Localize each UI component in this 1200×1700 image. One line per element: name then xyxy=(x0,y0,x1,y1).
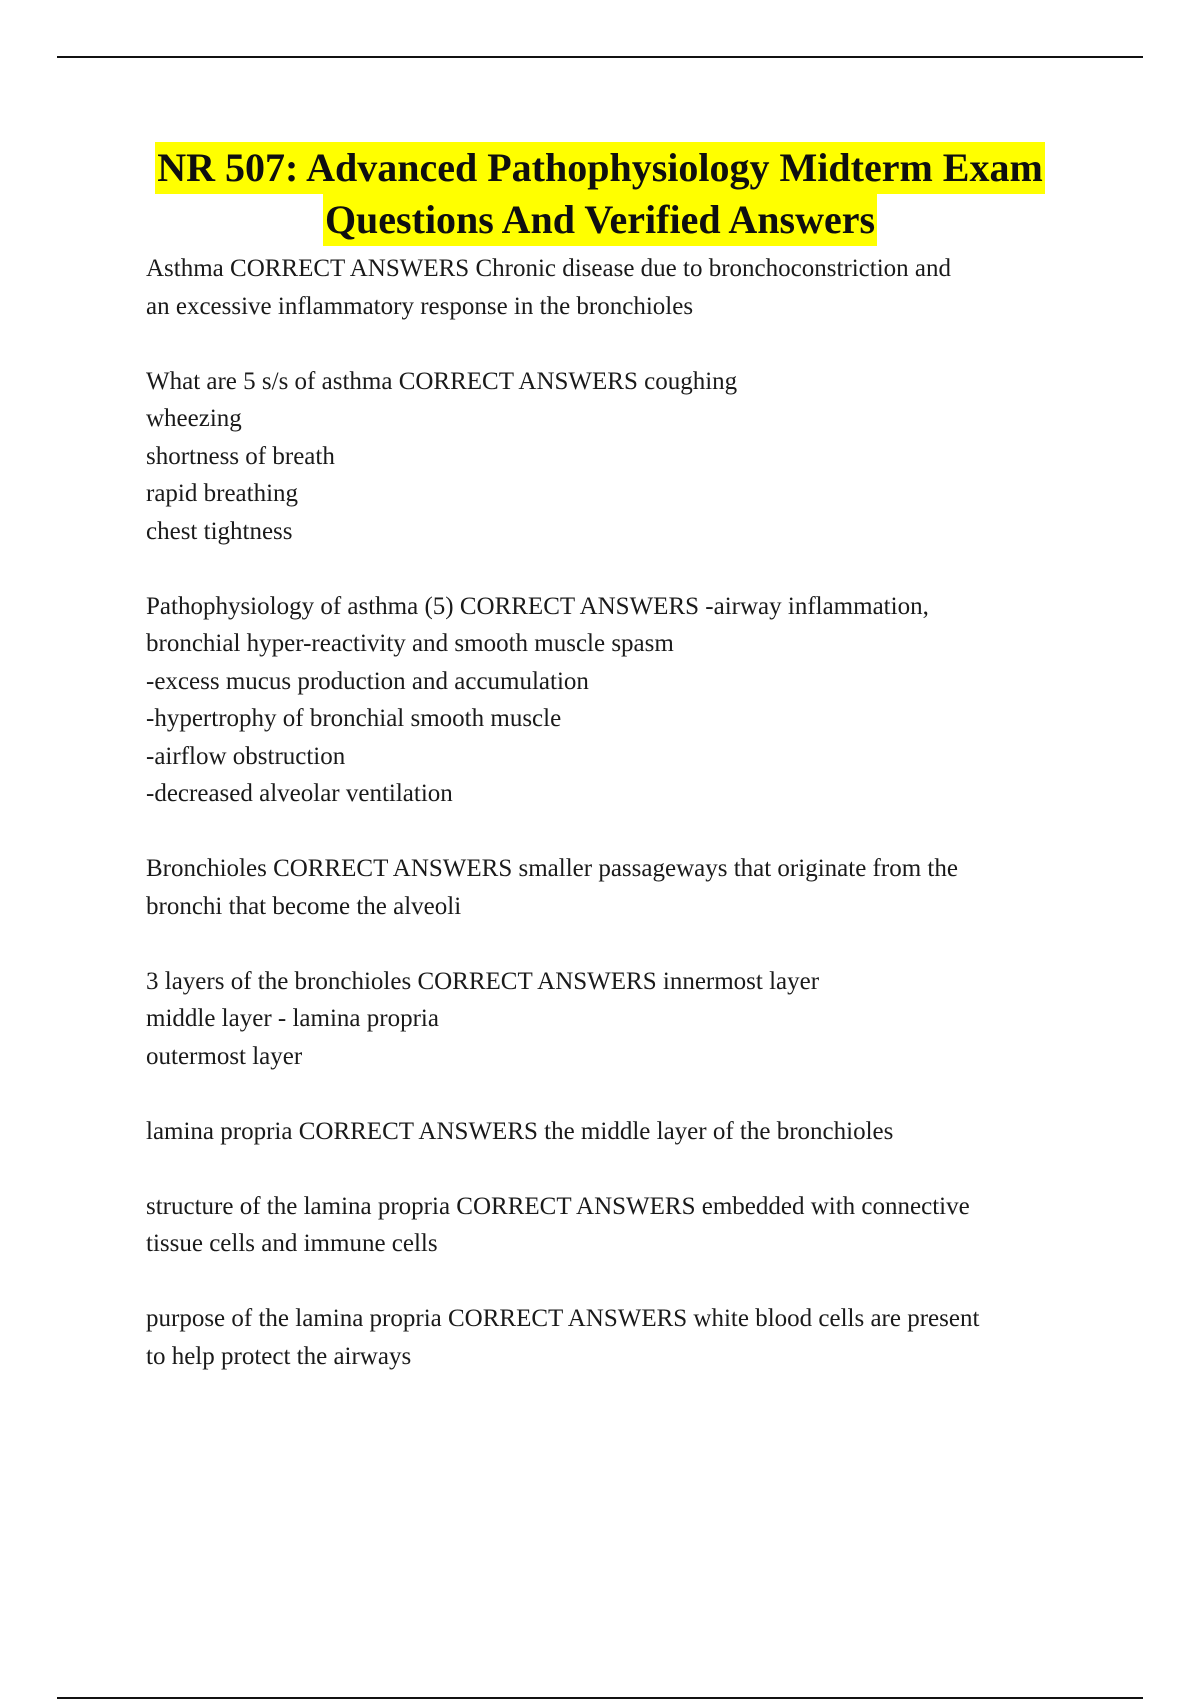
document-title xyxy=(80,142,1120,246)
entry-line: -decreased alveolar ventilation xyxy=(146,780,453,807)
entry-line: to help protect the airways xyxy=(146,1342,412,1370)
qa-entry-bronchiole-layers xyxy=(146,963,1096,1076)
entry-line: 3 layers of the bronchioles CORRECT ANSWERS innermost layer xyxy=(146,967,820,995)
entry-line: tissue cells and immune cells xyxy=(146,1230,438,1257)
entry-line: middle layer - lamina propria xyxy=(146,1005,439,1032)
entry-line: Pathophysiology of asthma (5) CORRECT ANSWERS -airway inflammation, xyxy=(146,592,929,620)
entry-line: structure of the lamina propria CORRECT ANSWERS embedded with connective xyxy=(146,1192,970,1220)
top-rule xyxy=(57,56,1143,58)
entry-line: bronchial hyper-reactivity and smooth muscle spasm xyxy=(146,630,674,657)
entry-line: purpose of the lamina propria CORRECT ANSWERS white blood cells are present xyxy=(146,1305,980,1332)
entry-line: What are 5 s/s of asthma CORRECT ANSWERS coughing xyxy=(146,367,738,395)
entry-line: shortness of breath xyxy=(146,442,335,470)
qa-entry-bronchioles xyxy=(146,850,1096,925)
entry-line: -airflow obstruction xyxy=(146,742,346,770)
title-line-1: NR 507: Advanced Pathophysiology Midterm Exam xyxy=(155,142,1045,194)
entry-line: Bronchioles CORRECT ANSWERS smaller passageways that originate from the xyxy=(146,855,958,882)
qa-entry-asthma-symptoms xyxy=(146,363,1096,551)
entry-line: Asthma CORRECT ANSWERS Chronic disease due to bronchoconstriction and xyxy=(146,255,952,282)
title-line-2: Questions And Verified Answers xyxy=(323,194,877,246)
entry-line: rapid breathing xyxy=(146,480,299,507)
qa-entry-lamina-propria-structure xyxy=(146,1188,1096,1263)
entry-line: -hypertrophy of bronchial smooth muscle xyxy=(146,705,562,732)
entry-line: -excess mucus production and accumulation xyxy=(146,667,589,695)
qa-list xyxy=(146,250,1096,1413)
entry-line: outermost layer xyxy=(146,1042,303,1070)
entry-line: wheezing xyxy=(146,405,242,432)
qa-entry-asthma xyxy=(146,250,1096,325)
qa-entry-lamina-propria xyxy=(146,1113,1096,1151)
entry-line: an excessive inflammatory response in the bronchioles xyxy=(146,292,694,320)
qa-entry-asthma-pathophysiology xyxy=(146,588,1096,813)
bottom-rule xyxy=(57,1697,1143,1699)
entry-line: bronchi that become the alveoli xyxy=(146,892,462,920)
entry-line: lamina propria CORRECT ANSWERS the middle layer of the bronchioles xyxy=(146,1117,894,1145)
qa-entry-lamina-propria-purpose xyxy=(146,1300,1096,1375)
entry-line: chest tightness xyxy=(146,517,293,545)
